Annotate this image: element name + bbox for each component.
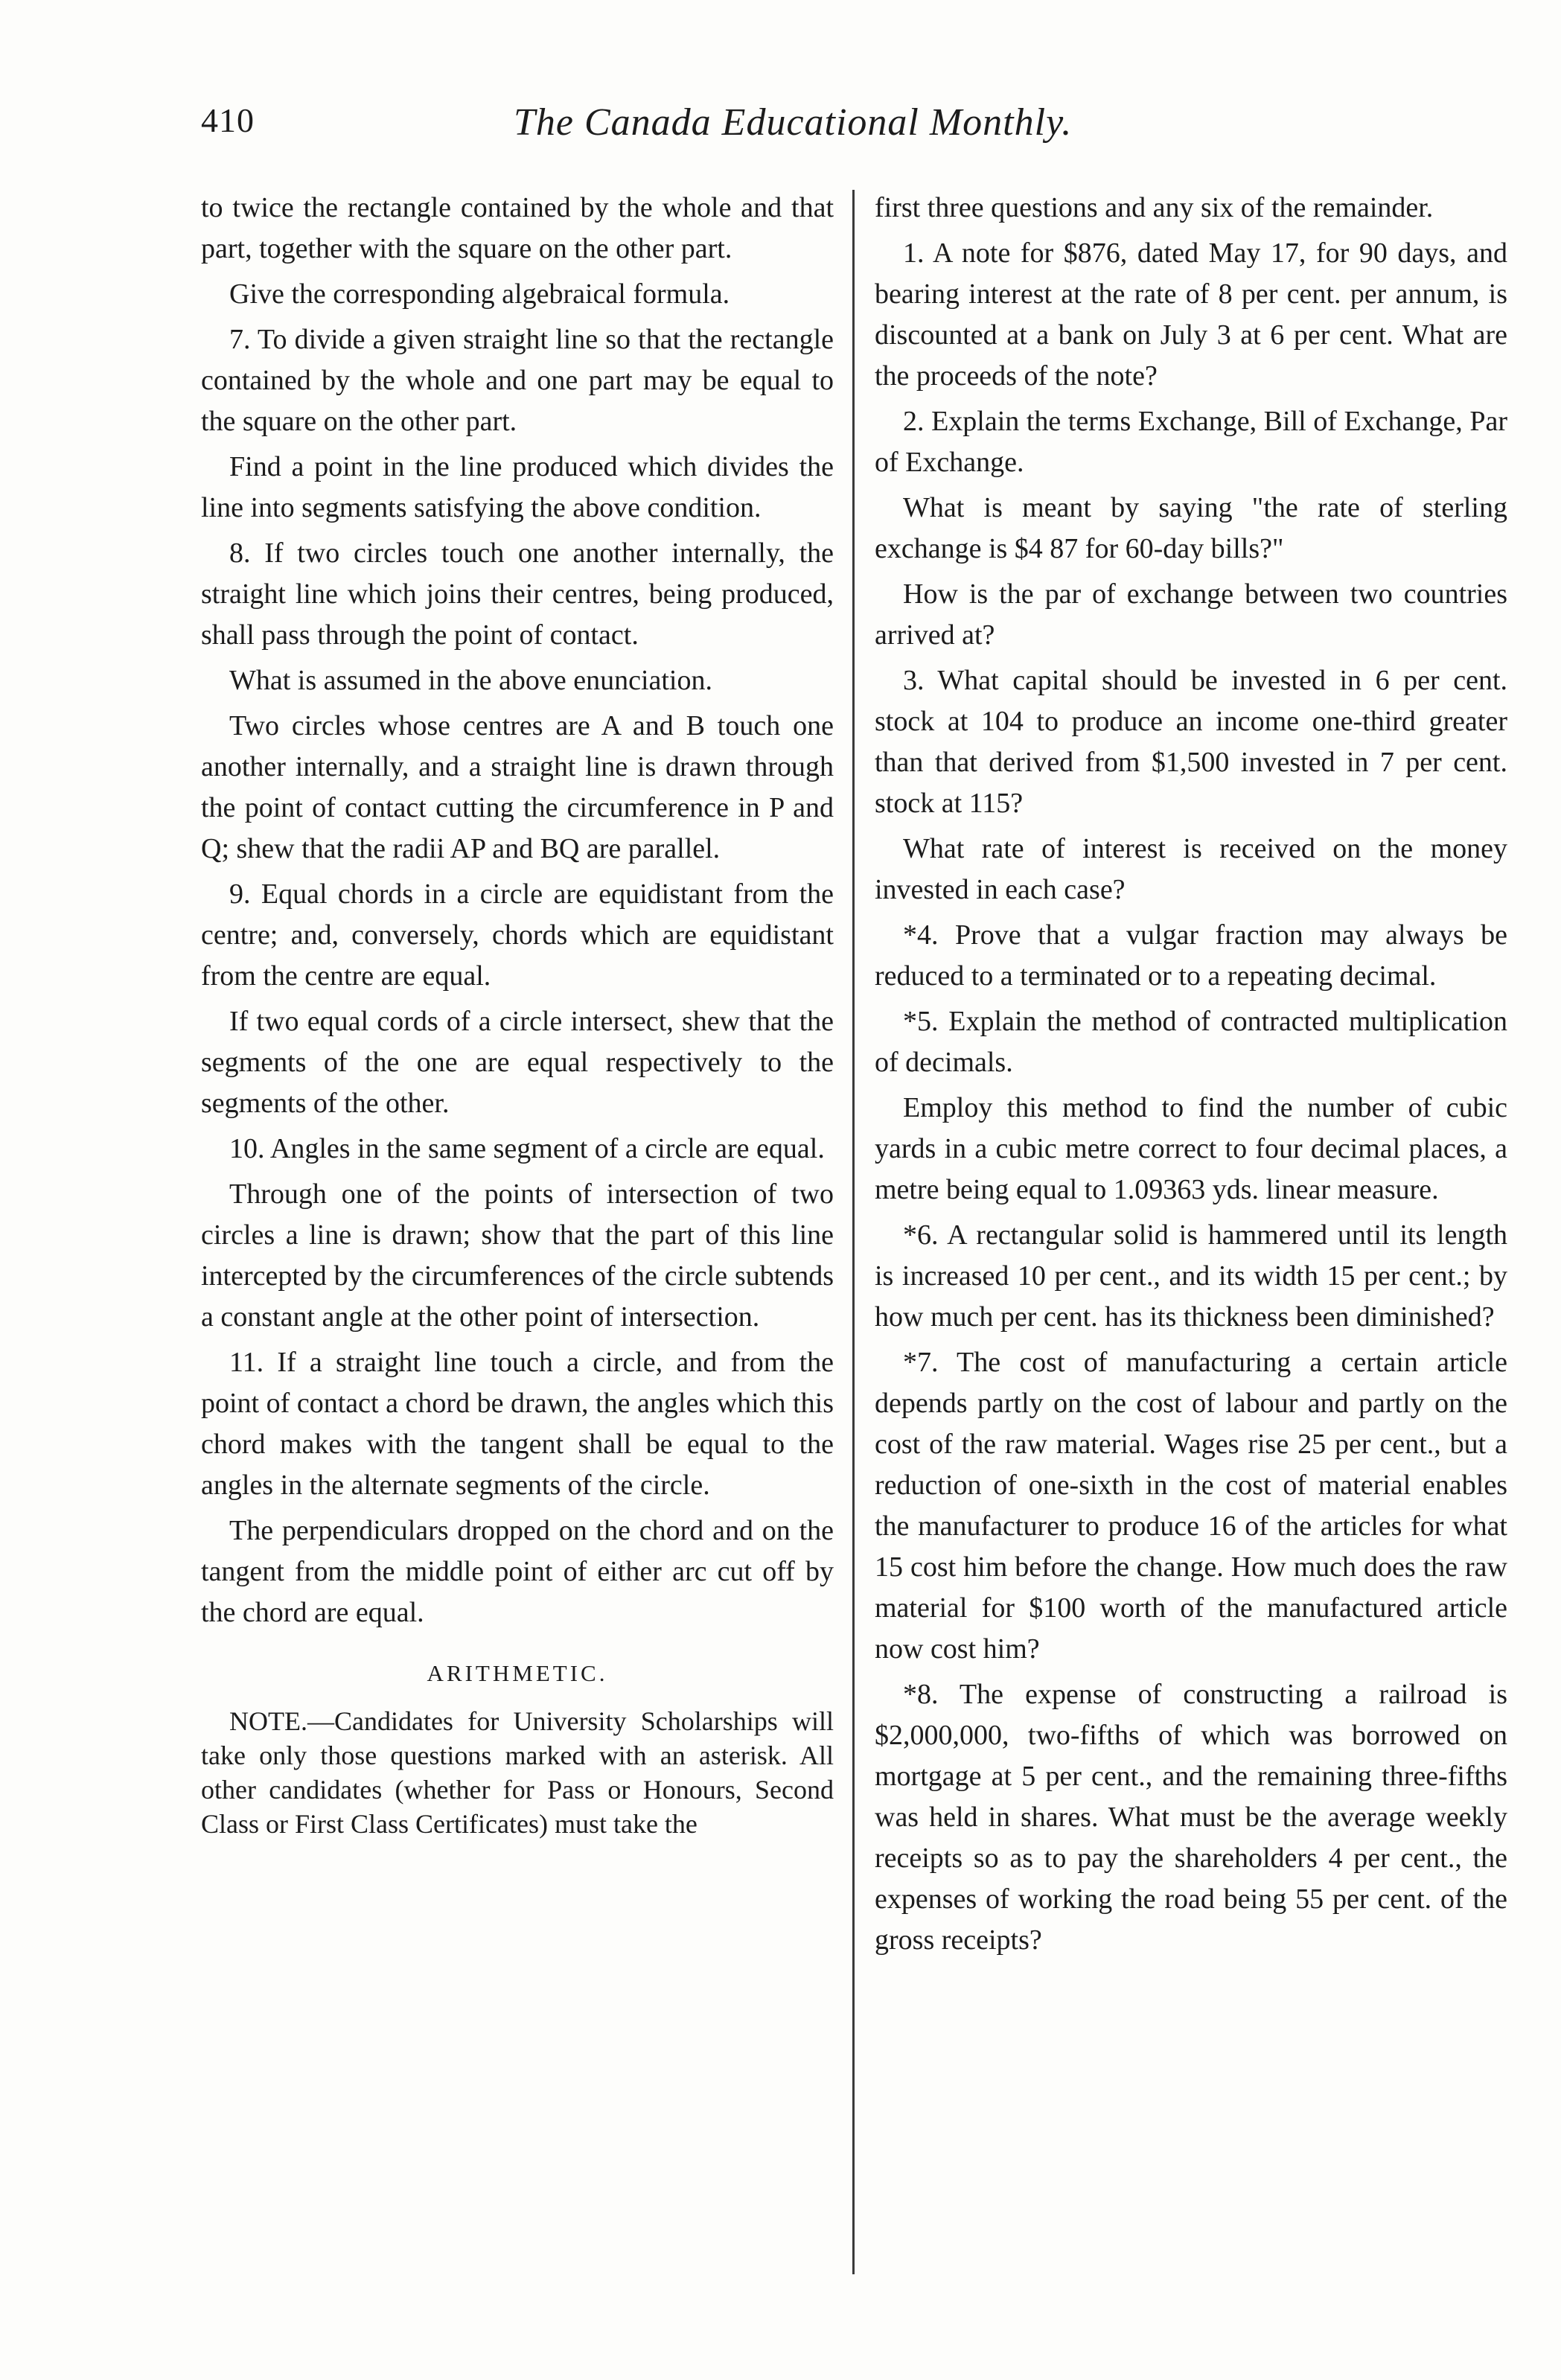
paragraph: Find a point in the line produced which divides the line into segments satisfying the above condition.	[201, 451, 834, 523]
paragraph: 3. What capital should be invested in 6 per cent. stock at 104 to produce an income one-third greater than that derived from $1,500 invested in 7 per cent. stock at 115?	[875, 665, 1507, 819]
paragraph: 1. A note for $876, dated May 17, for 90 days, and bearing interest at the rate of 8 per cent. per annum, is discounted at a bank on July 3 at 6 per cent. What are the proceeds of the note?	[875, 237, 1507, 392]
paragraph: *8. The expense of constructing a railroad is $2,000,000, two-fifths of which was borrowed on mortgage at 5 per cent., and the remaining three-fifths was held in shares. What must be the average weekly receipts so as to pay the shareholders 4 per cent., the expenses of working the road being 55 per cent. of the gross receipts?	[875, 1679, 1507, 1956]
paragraph: 11. If a straight line touch a circle, and from the point of contact a chord be drawn, the angles which this chord makes with the tangent shall be equal to the angles in the alternate segments of the circle.	[201, 1347, 834, 1501]
paragraph: 8. If two circles touch one another internally, the straight line which joins their centres, being produced, shall pass through the point of contact.	[201, 537, 834, 651]
continued-paragraph: first three questions and any six of the remainder.	[875, 192, 1434, 223]
right-column	[875, 188, 1507, 1965]
paragraph: Give the corresponding algebraical formula.	[229, 278, 730, 310]
paragraph: The perpendiculars dropped on the chord and on the tangent from the middle point of either arc cut off by the chord are equal.	[201, 1515, 834, 1628]
left-column	[201, 188, 834, 1841]
section-heading: ARITHMETIC.	[427, 1660, 608, 1686]
paragraph: What is assumed in the above enunciation.	[229, 665, 712, 696]
paragraph: *7. The cost of manufacturing a certain article depends partly on the cost of labour and partly on the cost of the raw material. Wages rise 25 per cent., but a reduction of one-sixth in the cost of material enables the manufacturer to produce 16 of the articles for what 15 cost him before the change. How much does the raw material for $100 worth of the manufactured article now cost him?	[875, 1347, 1507, 1665]
paragraph: Two circles whose centres are A and B touch one another internally, and a straight line is drawn through the point of contact cutting the circumference in P and Q; shew that the radii AP and BQ are parallel.	[201, 710, 834, 864]
paragraph: How is the par of exchange between two countries arrived at?	[875, 578, 1507, 651]
paragraph: What is meant by saying "the rate of sterling exchange is $4 87 for 60-day bills?"	[875, 492, 1507, 564]
paragraph: 9. Equal chords in a circle are equidistant from the centre; and, conversely, chords which are equidistant from the centre are equal.	[201, 878, 834, 992]
paragraph: Employ this method to find the number of cubic yards in a cubic metre correct to four decimal places, a metre being equal to 1.09363 yds. linear measure.	[875, 1092, 1507, 1205]
paragraph: *4. Prove that a vulgar fraction may always be reduced to a terminated or to a repeating decimal.	[875, 919, 1507, 992]
running-title: The Canada Educational Monthly.	[514, 101, 1073, 144]
page-number: 410	[201, 101, 255, 139]
paragraph: *6. A rectangular solid is hammered until its length is increased 10 per cent., and its width 15 per cent.; by how much per cent. has its thickness been diminished?	[875, 1219, 1507, 1333]
note-paragraph: NOTE.—Candidates for University Scholarships will take only those questions marked with an asterisk. All other candidates (whether for Pass or Honours, Second Class or First Class Certificates) must take the	[201, 1706, 834, 1839]
paragraph: *5. Explain the method of contracted multiplication of decimals.	[875, 1006, 1507, 1078]
paragraph: Through one of the points of intersection of two circles a line is drawn; show that the part of this line intercepted by the circumferences of the circle subtends a constant angle at the other point of intersection.	[201, 1178, 834, 1333]
page-header	[201, 101, 1184, 160]
paragraph: 7. To divide a given straight line so that the rectangle contained by the whole and one part may be equal to the square on the other part.	[201, 324, 834, 437]
paragraph: If two equal cords of a circle intersect, shew that the segments of the one are equal respectively to the segments of the other.	[201, 1006, 834, 1119]
paragraph: 2. Explain the terms Exchange, Bill of Exchange, Par of Exchange.	[875, 406, 1507, 478]
continued-paragraph: to twice the rectangle contained by the whole and that part, together with the square on the other part.	[201, 192, 834, 264]
paragraph: What rate of interest is received on the money invested in each case?	[875, 833, 1507, 905]
paragraph: 10. Angles in the same segment of a circle are equal.	[229, 1133, 825, 1164]
column-divider	[852, 190, 855, 2274]
